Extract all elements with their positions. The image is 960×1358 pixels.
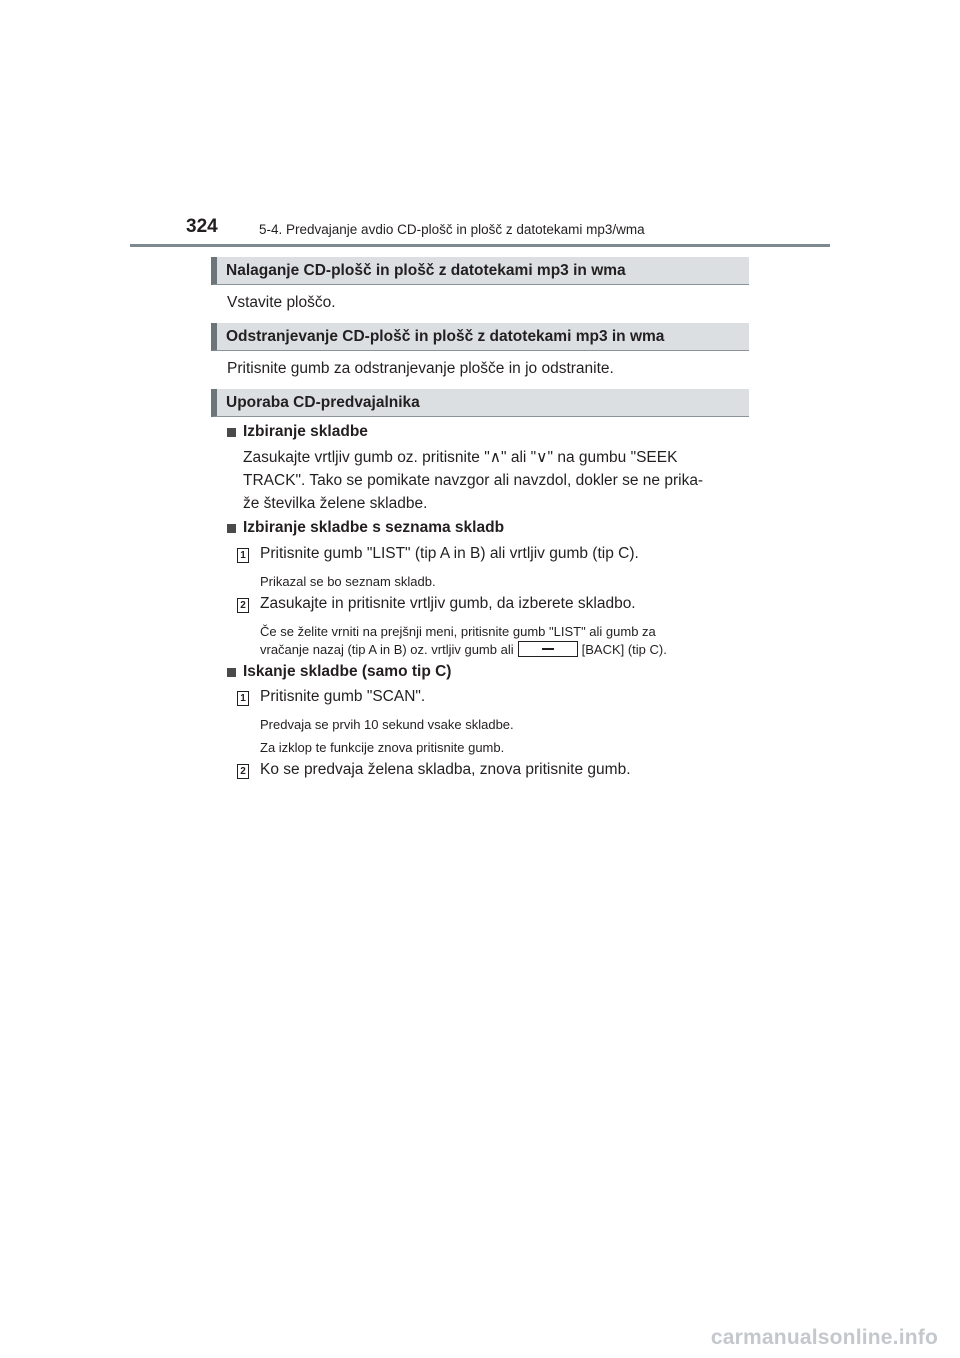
- bullet-square-icon: [227, 524, 236, 533]
- section-text-loading: Vstavite ploščo.: [227, 294, 336, 311]
- watermark: carmanualsonline.info: [710, 1326, 938, 1349]
- step-text: Zasukajte in pritisnite vrtljiv gumb, da izberete skladbo.: [260, 595, 636, 612]
- paragraph-select-track-line3: že številka želene skladbe.: [243, 495, 428, 512]
- section-heading-loading: Nalaganje CD-plošč in plošč z datotekami mp3 in wma: [211, 257, 749, 285]
- section-heading-removing: Odstranjevanje CD-plošč in plošč z datotekami mp3 in wma: [211, 323, 749, 351]
- header-divider: [130, 244, 830, 247]
- subheading-scan-label: Iskanje skladbe (samo tip C): [243, 663, 452, 680]
- back-button-icon: [518, 641, 578, 657]
- step-number-badge: 1: [237, 691, 249, 706]
- paragraph-select-track-line1: Zasukajte vrtljiv gumb oz. pritisnite "∧" ali "∨" na gumbu "SEEK: [243, 449, 678, 466]
- step-number-badge: 2: [237, 764, 249, 779]
- step-number-badge: 1: [237, 548, 249, 563]
- page-number: 324: [186, 216, 218, 237]
- step-note-line2: [260, 641, 667, 658]
- subheading-scan: [227, 663, 451, 681]
- bullet-square-icon: [227, 428, 236, 437]
- bullet-square-icon: [227, 668, 236, 677]
- section-text-removing: Pritisnite gumb za odstranjevanje plošče in jo odstranite.: [227, 360, 614, 377]
- step-note-line2: Za izklop te funkcije znova pritisnite gumb.: [260, 740, 505, 755]
- subheading-select-track-label: Izbiranje skladbe: [243, 423, 368, 440]
- subheading-select-track: [227, 423, 368, 441]
- subheading-track-list: [227, 519, 504, 537]
- step-note-line2-start: vračanje nazaj (tip A in B) oz. vrtljiv gumb ali: [260, 642, 514, 657]
- subheading-track-list-label: Izbiranje skladbe s seznama skladb: [243, 519, 505, 536]
- step-text: Ko se predvaja želena skladba, znova pritisnite gumb.: [260, 761, 631, 778]
- step-note-line2-end: [BACK] (tip C).: [581, 642, 667, 657]
- step-note: Prikazal se bo seznam skladb.: [260, 574, 436, 589]
- step-note-line1: Če se želite vrniti na prejšnji meni, pritisnite gumb "LIST" ali gumb za: [260, 624, 656, 639]
- step-note-line1: Predvaja se prvih 10 sekund vsake skladbe.: [260, 717, 514, 732]
- step-number-badge: 2: [237, 598, 249, 613]
- step-text: Pritisnite gumb "SCAN".: [260, 688, 426, 705]
- running-header: 5-4. Predvajanje avdio CD-plošč in plošč z datotekami mp3/wma: [259, 222, 645, 237]
- step-text: Pritisnite gumb "LIST" (tip A in B) ali vrtljiv gumb (tip C).: [260, 545, 639, 562]
- paragraph-select-track-line2: TRACK". Tako se pomikate navzgor ali navzdol, dokler se ne prika-: [243, 472, 704, 489]
- section-heading-cd-player: Uporaba CD-predvajalnika: [211, 389, 749, 417]
